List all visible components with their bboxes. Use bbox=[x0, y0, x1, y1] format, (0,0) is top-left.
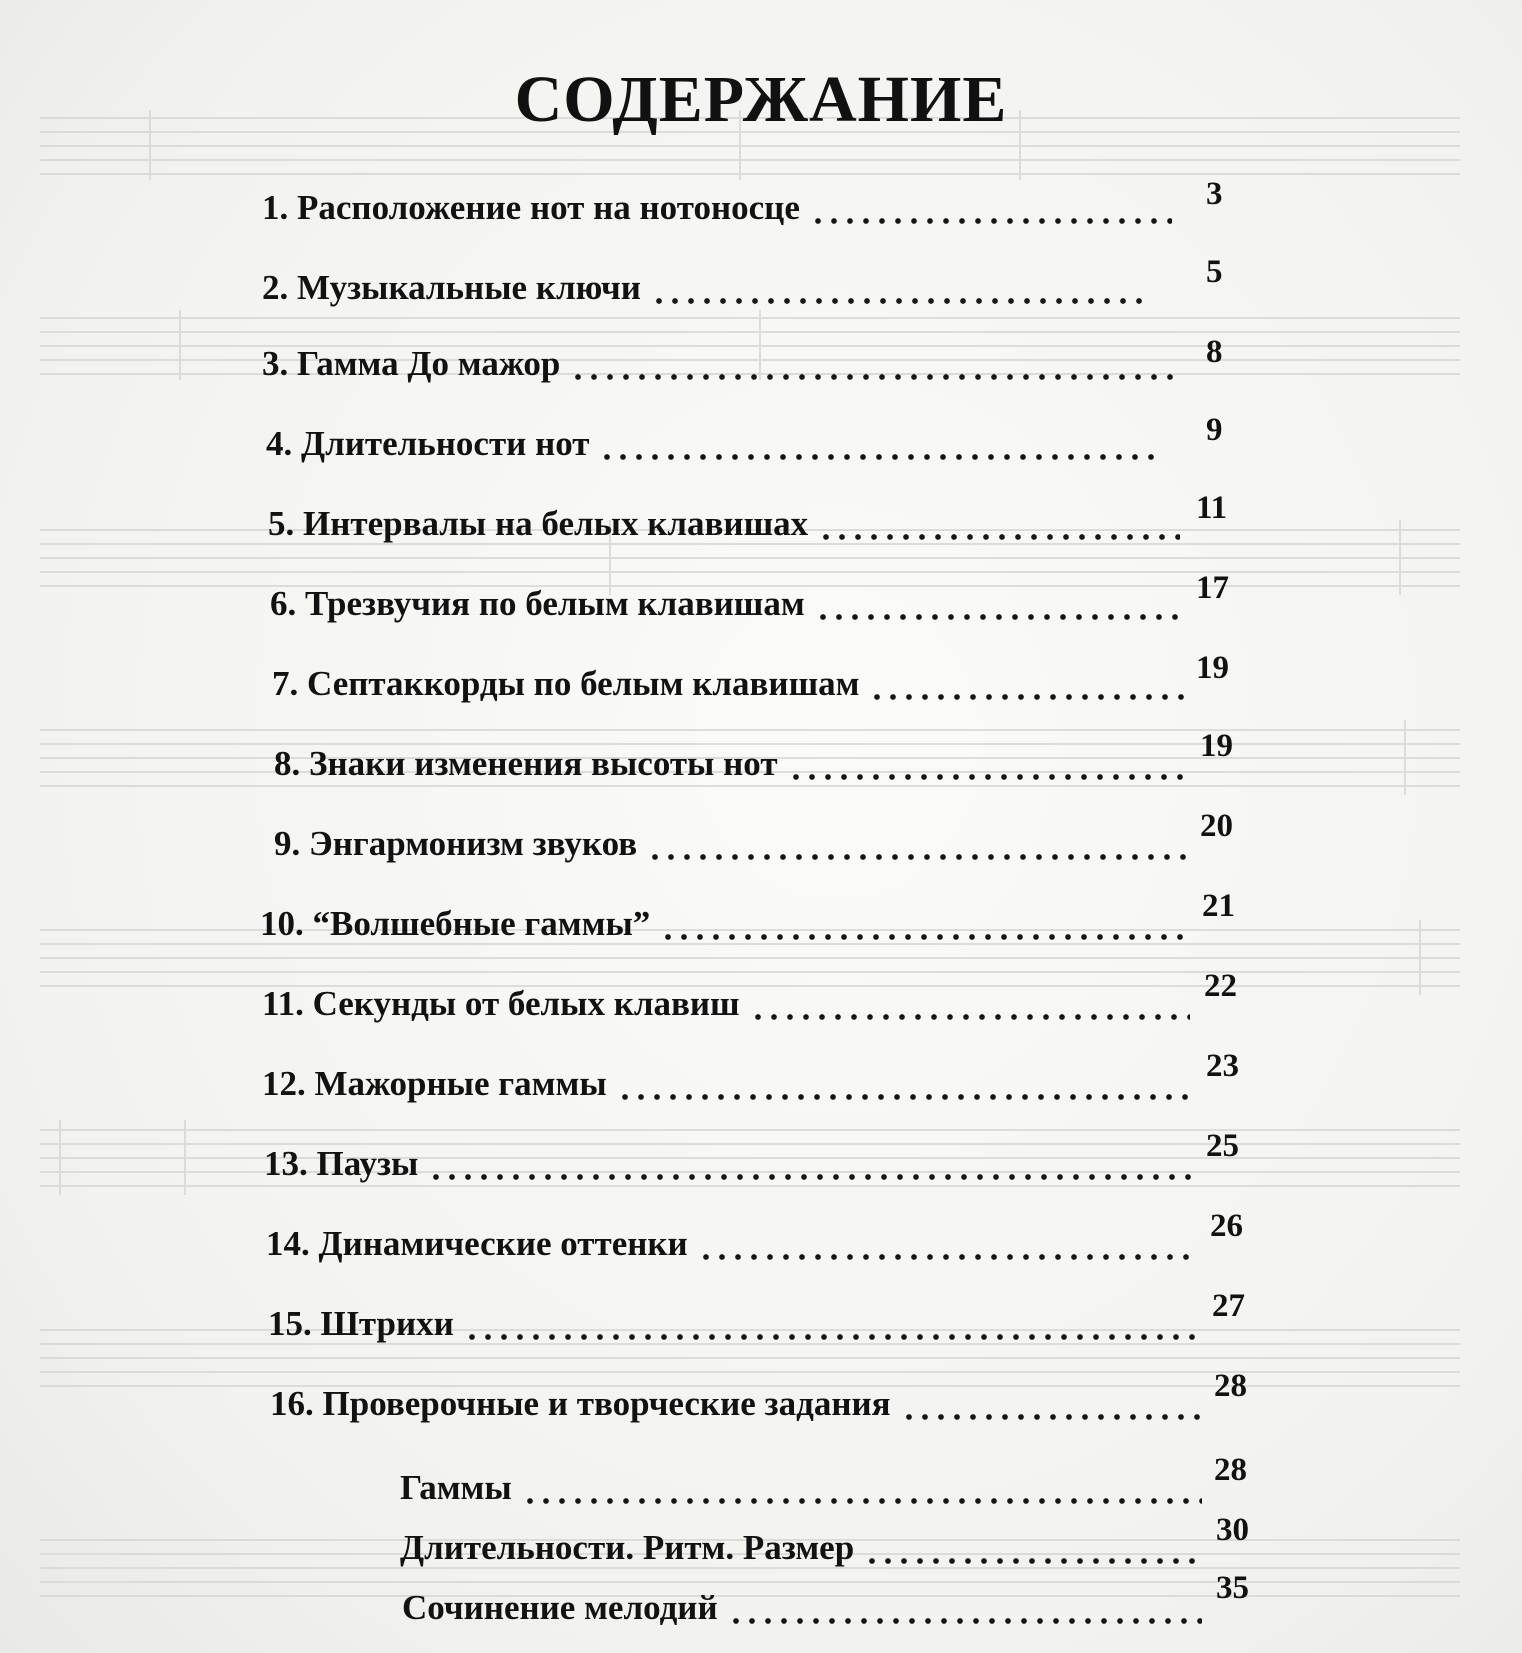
toc-entry-label: 7. Септаккорды по белым клавишам bbox=[272, 664, 860, 703]
dot-leader bbox=[464, 1304, 1198, 1344]
page-title: СОДЕРЖАНИЕ bbox=[514, 63, 1008, 136]
toc-subentry-page: 28 bbox=[1214, 1452, 1247, 1488]
toc-entry bbox=[262, 344, 1184, 384]
toc-entry-label: 13. Паузы bbox=[264, 1144, 419, 1183]
toc-entry-page: 26 bbox=[1210, 1208, 1243, 1244]
dot-leader bbox=[522, 1468, 1202, 1508]
toc-entry bbox=[268, 504, 1186, 544]
toc-entry-label: 6. Трезвучия по белым клавишам bbox=[270, 584, 805, 623]
toc-entry-label: 2. Музыкальные ключи bbox=[262, 268, 641, 307]
toc-entry-label: 16. Проверочные и творческие задания bbox=[270, 1384, 891, 1423]
toc-entry-label: 11. Секунды от белых клавиш bbox=[262, 984, 740, 1023]
toc-entry-label: 4. Длительности нот bbox=[266, 424, 590, 463]
toc-entry-label: 8. Знаки изменения высоты нот bbox=[274, 744, 778, 783]
dot-leader bbox=[788, 744, 1186, 784]
dot-leader bbox=[647, 824, 1186, 864]
toc-entry bbox=[272, 664, 1190, 704]
toc-entry-page: 11 bbox=[1196, 490, 1228, 526]
toc-subentry-label: Сочинение мелодий bbox=[402, 1588, 718, 1627]
dot-leader bbox=[750, 984, 1190, 1024]
dot-leader bbox=[810, 188, 1172, 228]
toc-entry-page: 21 bbox=[1202, 888, 1235, 924]
toc-subentry-label: Длительности. Ритм. Размер bbox=[400, 1528, 855, 1567]
toc-entry-page: 19 bbox=[1196, 650, 1229, 686]
toc-entry bbox=[262, 1064, 1196, 1104]
toc-subentry-page: 35 bbox=[1216, 1570, 1249, 1606]
toc-subentry-page: 30 bbox=[1216, 1512, 1249, 1548]
toc-entry-label: 10. “Волшебные гаммы” bbox=[260, 904, 651, 943]
toc-entry bbox=[274, 824, 1192, 864]
toc-entry bbox=[266, 1224, 1202, 1264]
toc-entry-page: 22 bbox=[1204, 968, 1237, 1004]
toc-entry-label: 15. Штрихи bbox=[268, 1304, 454, 1343]
dot-leader bbox=[869, 664, 1184, 704]
dot-leader bbox=[428, 1144, 1192, 1184]
toc-entry-page: 20 bbox=[1200, 808, 1233, 844]
toc-entry-page: 5 bbox=[1206, 254, 1223, 290]
dot-leader bbox=[818, 504, 1180, 544]
toc-entry-page: 8 bbox=[1206, 334, 1223, 370]
toc-entry-page: 3 bbox=[1206, 176, 1223, 212]
toc-entry bbox=[268, 1304, 1204, 1344]
toc-entry-label: 14. Динамические оттенки bbox=[266, 1224, 688, 1263]
dot-leader bbox=[617, 1064, 1190, 1104]
toc-entry-label: 1. Расположение нот на нотоносце bbox=[262, 188, 800, 227]
dot-leader bbox=[815, 584, 1180, 624]
toc-entry bbox=[262, 188, 1178, 228]
toc-entry-label: 5. Интервалы на белых клавишах bbox=[268, 504, 809, 543]
toc-entry-page: 27 bbox=[1212, 1288, 1245, 1324]
toc-entry-page: 25 bbox=[1206, 1128, 1239, 1164]
toc-entry bbox=[262, 268, 1150, 308]
toc-entry-page: 28 bbox=[1214, 1368, 1247, 1404]
toc-entry bbox=[262, 984, 1196, 1024]
toc-entry-page: 23 bbox=[1206, 1048, 1239, 1084]
toc-entry-label: 3. Гамма До мажор bbox=[262, 344, 561, 383]
toc-entry-label: 12. Мажорные гаммы bbox=[262, 1064, 607, 1103]
dot-leader bbox=[570, 344, 1178, 384]
toc-entry bbox=[270, 584, 1186, 624]
toc-entry bbox=[266, 424, 1164, 464]
dot-leader bbox=[698, 1224, 1196, 1264]
dot-leader bbox=[901, 1384, 1200, 1424]
dot-leader bbox=[660, 904, 1188, 944]
toc-entry bbox=[264, 1144, 1198, 1184]
toc-entry-page: 17 bbox=[1196, 570, 1229, 606]
toc-subentry-label: Гаммы bbox=[400, 1468, 512, 1507]
toc-entry-label: 9. Энгармонизм звуков bbox=[274, 824, 638, 863]
toc-entry bbox=[270, 1384, 1206, 1424]
toc-entry-page: 9 bbox=[1206, 412, 1223, 448]
dot-leader bbox=[651, 268, 1144, 308]
dot-leader bbox=[864, 1528, 1202, 1568]
toc-subentry bbox=[402, 1588, 1208, 1628]
toc-subentry bbox=[400, 1468, 1208, 1508]
toc-entry-page: 19 bbox=[1200, 728, 1233, 764]
toc-entry bbox=[274, 744, 1192, 784]
toc-entry bbox=[260, 904, 1194, 944]
dot-leader bbox=[599, 424, 1158, 464]
dot-leader bbox=[728, 1588, 1202, 1628]
toc-subentry bbox=[400, 1528, 1208, 1568]
